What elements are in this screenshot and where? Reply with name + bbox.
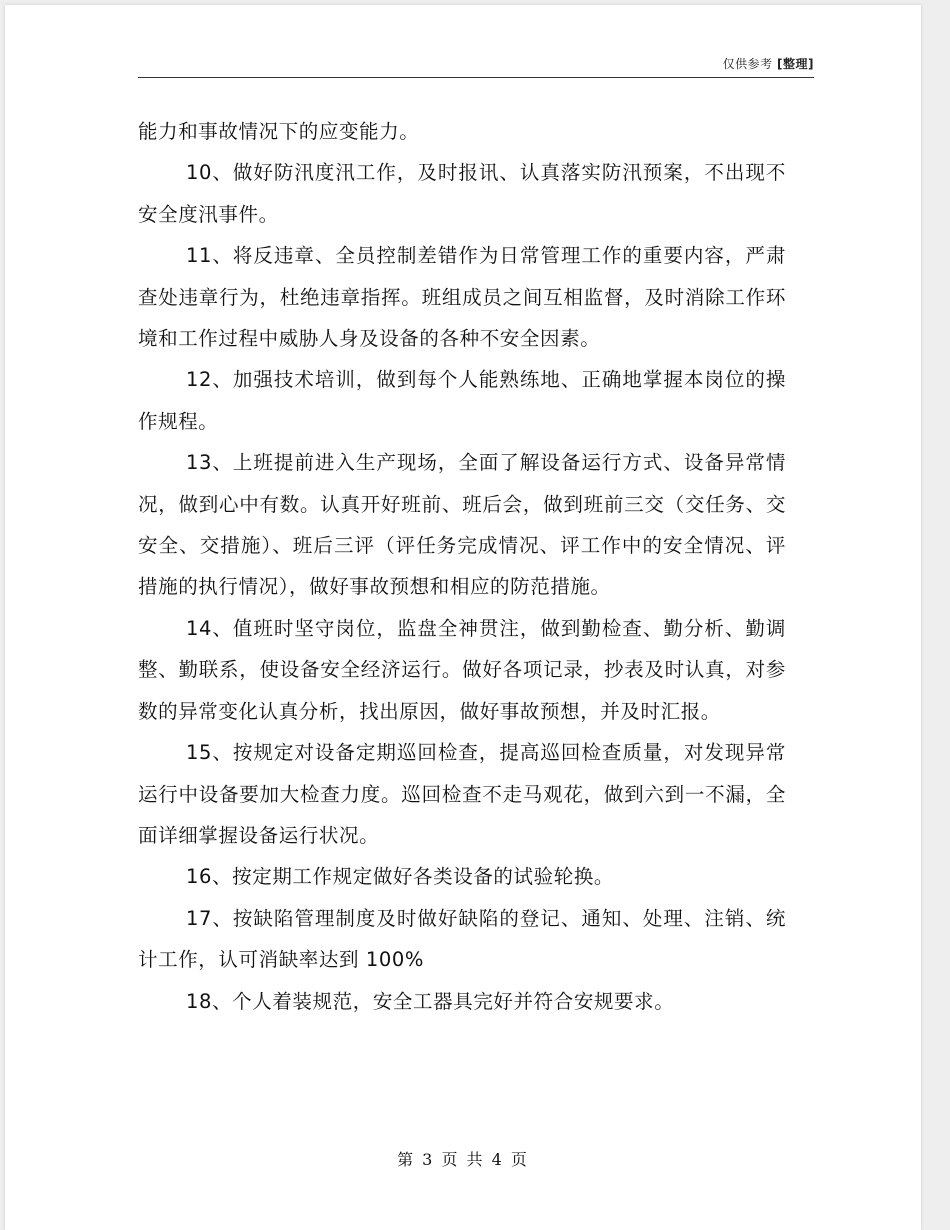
paragraph-item-17: 17、按缺陷管理制度及时做好缺陷的登记、通知、处理、注销、统计工作，认可消缺率达到 100% [138, 906, 786, 972]
document-page [5, 5, 921, 1230]
header-label: 仅供参考 [722, 57, 773, 71]
paragraph-item-13: 13、上班提前进入生产现场，全面了解设备运行方式、设备异常情况，做到心中有数。认真开好班前、班后会，做到班前三交（交任务、交安全、交措施）、班后三评（评任务完成情况、评工作中的安全情况、评措施的执行情况），做好事故预想和相应的防范措施。 [138, 451, 786, 599]
paragraph-item-14: 14、值班时坚守岗位，监盘全神贯注，做到勤检查、勤分析、勤调整、勤联系，使设备安全经济运行。做好各项记录，抄表及时认真，对参数的异常变化认真分析，找出原因，做好事故预想，并及时汇报。 [138, 616, 786, 723]
page-number-footer: 第 3 页 共 4 页 [397, 1150, 529, 1169]
header-bracket: [整理] [777, 57, 814, 71]
paragraph-item-10: 10、做好防汛度汛工作，及时报讯、认真落实防汛预案，不出现不安全度汛事件。 [138, 161, 786, 226]
paragraph-item-12: 12、加强技术培训，做到每个人能熟练地、正确地掌握本岗位的操作规程。 [138, 368, 786, 433]
body-text [138, 111, 786, 1022]
paragraph-item-16: 16、按定期工作规定做好各类设备的试验轮换。 [186, 865, 615, 889]
page-header [138, 55, 814, 72]
paragraph-item-15: 15、按规定对设备定期巡回检查，提高巡回检查质量，对发现异常运行中设备要加大检查力度。巡回检查不走马观花，做到六到一不漏，全面详细掌握设备运行状况。 [138, 741, 786, 847]
header-divider [138, 77, 814, 78]
paragraph-item-18: 18、个人着装规范，安全工器具完好并符合安规要求。 [186, 989, 675, 1013]
paragraph-item-11: 11、将反违章、全员控制差错作为日常管理工作的重要内容，严肃查处违章行为，杜绝违章指挥。班组成员之间互相监督，及时消除工作环境和工作过程中威胁人身及设备的各种不安全因素。 [138, 244, 786, 351]
paragraph-continuation: 能力和事故情况下的应变能力。 [138, 120, 420, 143]
